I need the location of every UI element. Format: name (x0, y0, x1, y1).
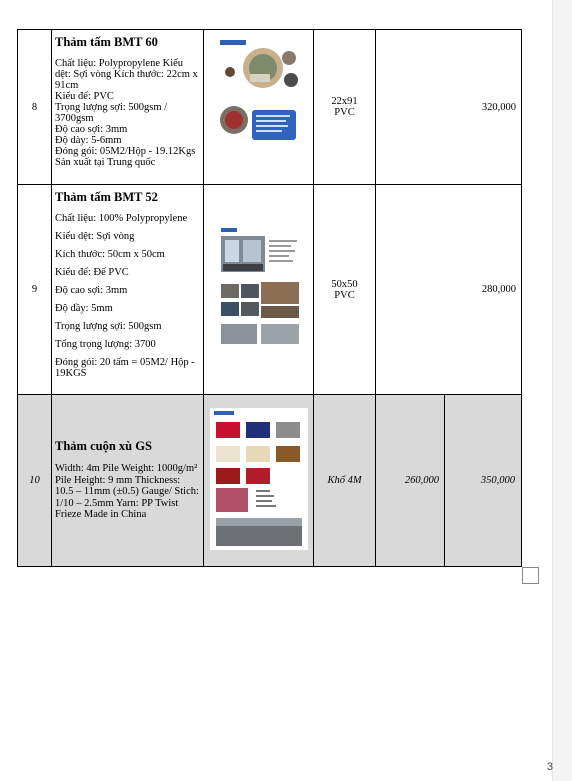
product-image-gs (204, 395, 314, 567)
spec-line: Width: 4m Pile Weight: 1000g/m² Pile Height: 9 mm Thickness: 10.5 – 11mm (±0.5) Gauge/ Stich: 1/10 – 2.5mm Yarn: PP Twist Frieze Made in China (55, 463, 199, 521)
price-cell: 320,000 (376, 30, 522, 185)
product-title: Thảm tấm BMT 60 (55, 35, 158, 49)
spec-line: Đóng gói: 20 tấm = 05M2/ Hộp - 19KGS (55, 357, 195, 380)
table-row (18, 30, 522, 185)
size-value: 50x50 (331, 278, 358, 290)
size-cell (314, 185, 376, 395)
corner-checkbox[interactable] (522, 567, 539, 584)
row-number: 8 (18, 30, 52, 185)
backing-value: PVC (334, 107, 355, 118)
size-cell: Khổ 4M (314, 395, 376, 567)
product-title: Thảm cuộn xù GS (55, 439, 152, 454)
spec-line: Độ cao sợi: 3mm (55, 285, 128, 297)
size-value: 22x91 (331, 96, 358, 107)
spec-line: Kiểu đế: Đế PVC (55, 267, 129, 279)
spec-line: Kiểu dệt: Sợi vòng (55, 231, 135, 243)
product-title: Thảm tấm BMT 52 (55, 190, 158, 204)
spec-line: Chất liệu: 100% Polypropylene (55, 213, 188, 225)
product-image-bmt52 (204, 185, 314, 395)
spec-line: Độ cao sợi: 3mm (55, 124, 128, 136)
spec-line: Sản xuất tại Trung quốc (55, 157, 156, 169)
size-cell (314, 30, 376, 185)
spec-line: Kích thước: 50cm x 50cm (55, 249, 165, 261)
price-cell: 260,000 (376, 395, 445, 567)
product-description (52, 30, 204, 185)
spec-line: Trọng lượng sợi: 500gsm / 3700gsm (55, 102, 168, 125)
backing-value: PVC (334, 289, 355, 301)
carpet-swatch-sheet-image (210, 408, 308, 550)
row-number: 10 (18, 395, 52, 567)
product-description (52, 185, 204, 395)
row-number: 9 (18, 185, 52, 395)
spec-line: Độ dày: 5-6mm (55, 135, 122, 147)
table-row (18, 395, 522, 567)
spec-line: Chất liệu: Polypropylene Kiểu dệt: Sợi vòng Kích thước: 22cm x 91cm (55, 58, 198, 92)
product-table (17, 29, 522, 567)
spec-line: Đóng gói: 05M2/Hộp - 19.12Kgs (55, 146, 196, 158)
carpet-brochure-image (218, 38, 300, 150)
carpet-brochure-image (217, 226, 301, 350)
product-description (52, 395, 204, 567)
price-cell: 280,000 (376, 185, 522, 395)
spec-line: Độ dầy: 5mm (55, 303, 113, 315)
product-image-bmt60 (204, 30, 314, 185)
vertical-scrollbar[interactable] (552, 0, 572, 781)
table-row (18, 185, 522, 395)
page-number: 3 (546, 761, 553, 773)
spec-line: Kiểu đế: PVC (55, 91, 114, 103)
spec-line: Trọng lượng sợi: 500gsm (55, 321, 162, 333)
price-cell-alt: 350,000 (445, 395, 522, 567)
spec-line: Tổng trọng lượng: 3700 (55, 339, 156, 351)
